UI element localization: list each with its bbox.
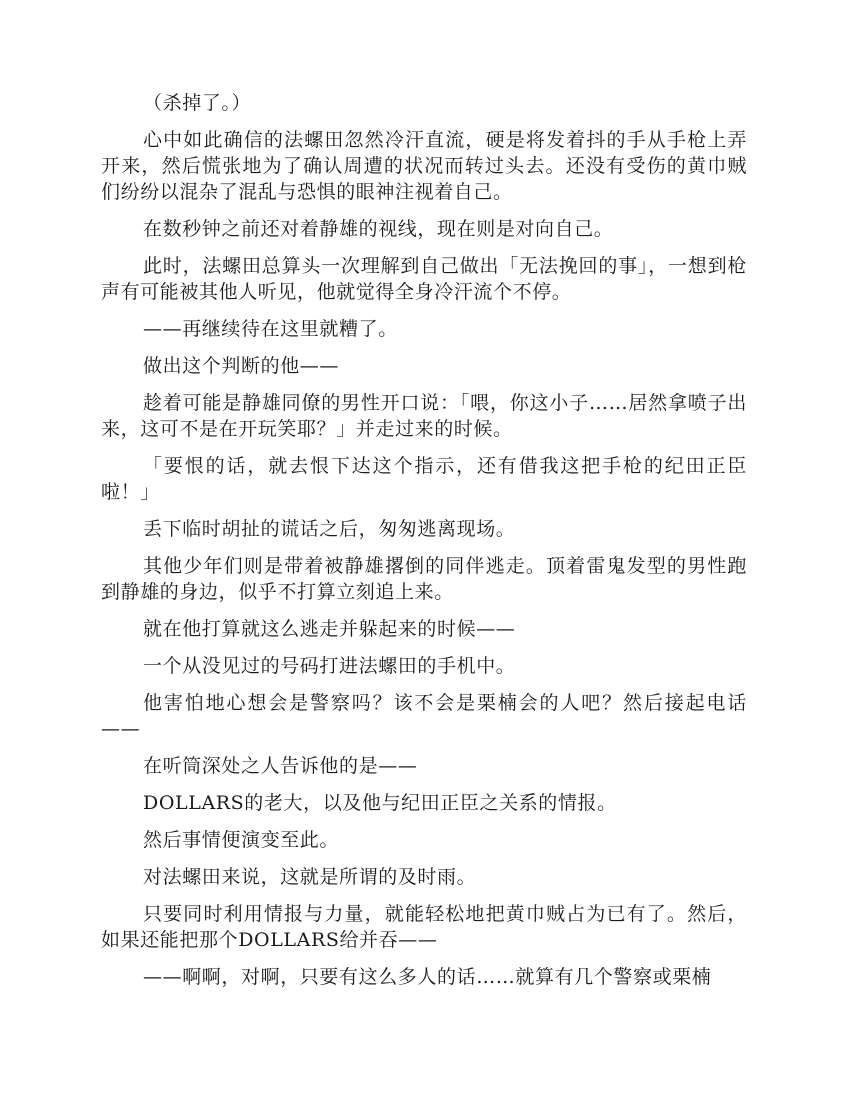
paragraph: 此时，法螺田总算头一次理解到自己做出「无法挽回的事」，一想到枪声有可能被其他人听见，他就觉得全身冷汗流个不停。 xyxy=(101,255,747,303)
paragraph: 「要恨的话，就去恨下达这个指示，还有借我这把手枪的纪田正臣啦！」 xyxy=(101,455,747,503)
paragraph: 在数秒钟之前还对着静雄的视线，现在则是对向自己。 xyxy=(143,218,614,240)
paragraph: 做出这个判断的他—— xyxy=(143,355,340,377)
paragraph: 就在他打算就这么逃走并躲起来的时候—— xyxy=(143,618,516,640)
paragraph: 其他少年们则是带着被静雄撂倒的同伴逃走。顶着雷鬼发型的男性跑到静雄的身边，似乎不打算立刻追上来。 xyxy=(101,555,747,603)
paragraph: DOLLARS的老大，以及他与纪田正臣之关系的情报。 xyxy=(143,792,617,814)
paragraph: ——再继续待在这里就糟了。 xyxy=(143,318,398,340)
paragraph: 趁着可能是静雄同僚的男性开口说：「喂，你这小子……居然拿喷子出来，这可不是在开玩笑耶？」并走过来的时候。 xyxy=(101,392,747,440)
paragraph: 然后事情便演变至此。 xyxy=(143,829,340,851)
paragraph: 只要同时利用情报与力量，就能轻松地把黄巾贼占为已有了。然后，如果还能把那个DOLLARS给并吞—— xyxy=(101,903,747,951)
paragraph: 丢下临时胡扯的谎话之后，匆匆逃离现场。 xyxy=(143,518,516,540)
paragraph: 心中如此确信的法螺田忽然冷汗直流，硬是将发着抖的手从手枪上弄开来，然后慌张地为了确认周遭的状况而转过头去。还没有受伤的黄巾贼们纷纷以混杂了混乱与恐惧的眼神注视着自己。 xyxy=(101,129,747,203)
paragraph: 他害怕地心想会是警察吗？该不会是栗楠会的人吧？然后接起电话—— xyxy=(101,692,747,740)
paragraph: 对法螺田来说，这就是所谓的及时雨。 xyxy=(143,866,477,888)
paragraph: （杀掉了。） xyxy=(143,92,252,114)
paragraph: 一个从没见过的号码打进法螺田的手机中。 xyxy=(143,655,516,677)
document-page xyxy=(101,90,747,1001)
paragraph: 在听筒深处之人告诉他的是—— xyxy=(143,755,418,777)
paragraph: ——啊啊，对啊，只要有这么多人的话……就算有几个警察或栗楠 xyxy=(143,966,712,988)
